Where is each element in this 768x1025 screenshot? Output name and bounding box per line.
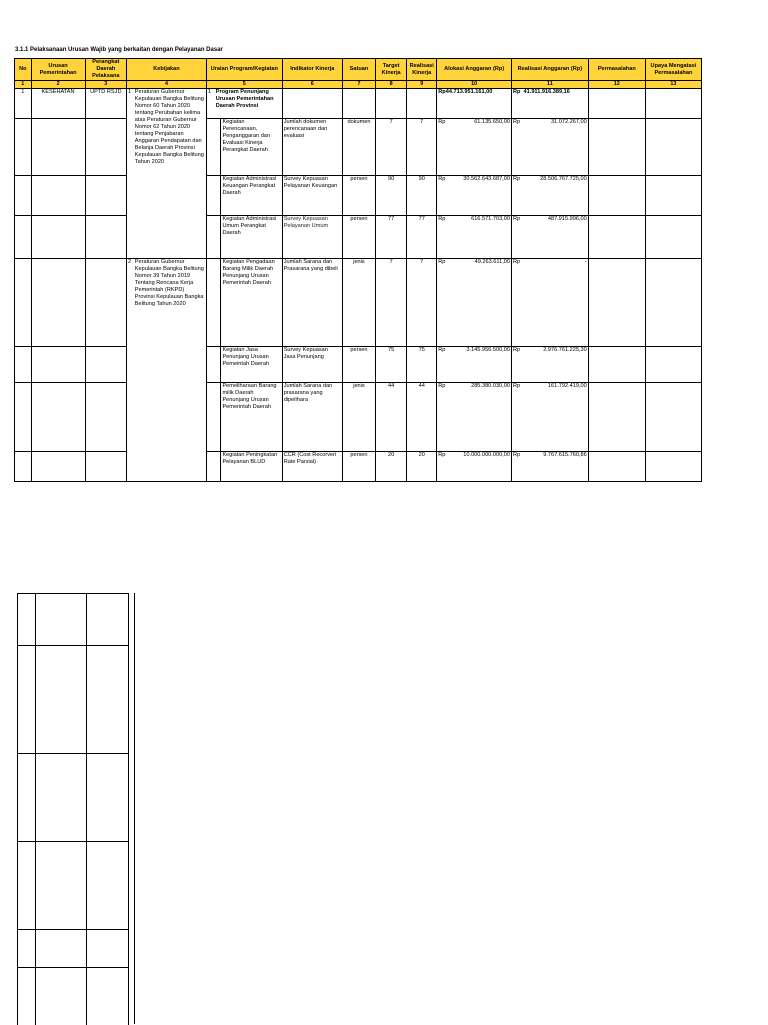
target-cell: 7 [376, 259, 407, 347]
header-satuan: Satuan [342, 59, 375, 81]
indikator-cell: Survey Kepuasan Pelayanan Umum [282, 216, 342, 259]
realisasi-anggaran-cell: Rp 161.792.419,00 [511, 383, 588, 452]
realisasi-anggaran-cell: Rp 2.976.761.225,30 [511, 347, 588, 383]
row-no: 1 [15, 89, 32, 119]
program-alokasi: Rp 44.713.951.161,00 [437, 89, 512, 119]
table-header [15, 59, 702, 89]
colnum-7: 7 [342, 81, 375, 89]
alokasi-cell: Rp 49.263.611,00 [437, 259, 512, 347]
satuan-cell: jenis [342, 259, 375, 347]
header-uraian: Uraian Program/Kegiatan [206, 59, 282, 81]
alokasi-cell: Rp 30.562.643.687,00 [437, 176, 512, 216]
grid-line [35, 594, 36, 1025]
kegiatan-cell: Kegiatan Administrasi Keuangan Perangkat Daerah [221, 176, 282, 216]
realisasi-kinerja-cell: 77 [407, 216, 437, 259]
indikator-cell: Jumlah dokumen perencanaan dan evaluasi [282, 119, 342, 176]
header-permasalahan: Permasalahan [588, 59, 645, 81]
kegiatan-cell: Kegiatan Pengadaan Barang Milik Daerah Penunjang Urusan Pemerintah Daerah [221, 259, 282, 347]
kegiatan-cell: Pemeliharaan Barang milik Daerah Penunjang Urusan Pemerintah Daerah [221, 383, 282, 452]
satuan-cell: persen [342, 176, 375, 216]
colnum-6: 6 [282, 81, 342, 89]
grid-row-line [18, 967, 129, 968]
kegiatan-cell: Kegiatan Jasa Penunjang Urusan Pemeintah Daerah [221, 347, 282, 383]
satuan-cell: dokumen [342, 119, 375, 176]
colnum-8: 8 [376, 81, 407, 89]
realisasi-kinerja-cell: 90 [407, 176, 437, 216]
header-no: No [15, 59, 32, 81]
grid-line [128, 594, 129, 1025]
realisasi-kinerja-cell: 20 [407, 452, 437, 482]
budget-table [14, 58, 702, 482]
policy-number: 1 [127, 89, 134, 259]
grid-line [86, 594, 87, 1025]
continuation-table-grid [17, 593, 129, 1025]
alokasi-cell: Rp 616.571.703,00 [437, 216, 512, 259]
indikator-cell: Survey Kepuasan Jasa Penunjang [282, 347, 342, 383]
table-row [15, 452, 702, 482]
table-row [15, 383, 702, 452]
satuan-cell: persen [342, 347, 375, 383]
policy-number: 2 [127, 259, 134, 482]
header-perangkat: Perangkat Daerah Pelaksana [85, 59, 127, 81]
table-row [15, 176, 702, 216]
target-cell: 75 [376, 347, 407, 383]
table-row [15, 216, 702, 259]
program-name: Program Penunjang Urusan Pemerintahan Daerah Provinsi [215, 89, 282, 119]
alokasi-cell: Rp 61.135.650,00 [437, 119, 512, 176]
header-indikator: Indikator Kinerja [282, 59, 342, 81]
colnum-5: 5 [206, 81, 282, 89]
target-cell: 77 [376, 216, 407, 259]
indikator-cell: Jumlah Sarana dan prasarana yang dipelihara [282, 383, 342, 452]
colnum-2: 2 [31, 81, 85, 89]
colnum-1: 1 [15, 81, 32, 89]
target-cell: 20 [376, 452, 407, 482]
table-row [15, 119, 702, 176]
grid-row-line [18, 841, 129, 842]
realisasi-anggaran-cell: Rp - [511, 259, 588, 347]
perangkat-cell: UPTD RSJD [85, 89, 127, 119]
target-cell: 44 [376, 383, 407, 452]
table-row [15, 347, 702, 383]
header-target: Target Kinerja [376, 59, 407, 81]
program-realisasi: Rp 41.911.916.389,16 [511, 89, 588, 119]
colnum-10: 10 [437, 81, 512, 89]
table-row [15, 89, 702, 119]
program-number: 1 [206, 89, 214, 119]
colnum-4: 4 [127, 81, 207, 89]
indikator-cell: Survey Kepuasan Pelayanan Keuangan [282, 176, 342, 216]
realisasi-anggaran-cell: Rp 9.767.615.760,86 [511, 452, 588, 482]
header-kebijakan: Kebijakan [127, 59, 207, 81]
satuan-cell: persen [342, 452, 375, 482]
header-upaya: Upaya Mengatasi Permasalahan [645, 59, 701, 81]
realisasi-anggaran-cell: Rp 28.506.767.725,00 [511, 176, 588, 216]
grid-row-line [18, 753, 129, 754]
header-urusan: Urusan Pemerintahan [31, 59, 85, 81]
table-row [15, 259, 702, 347]
colnum-13: 13 [645, 81, 701, 89]
kegiatan-cell: Kegiatan Peningkatan Pelayanan BLUD [221, 452, 282, 482]
urusan-cell: KESEHATAN [31, 89, 85, 119]
policy-text: Peraturan Gubernur Kepulauan Bangka Belitung Nomor 39 Tahun 2019 Tentang Rencana Kerja Pemerintah (RKPD) Provinsi Kepulauan Bangka Belitung Tahun 2020 [134, 259, 207, 482]
header-realisasi-anggaran: Realisasi Anggaran (Rp) [511, 59, 588, 81]
indikator-cell: Jumlah Sarana dan Prasarana yang dibeli [282, 259, 342, 347]
satuan-cell: persen [342, 216, 375, 259]
colnum-9: 9 [407, 81, 437, 89]
alokasi-cell: Rp 3.145.956.500,00 [437, 347, 512, 383]
kegiatan-cell: Kegiatan Perencanaan, Penganggaran dan Evaluasi Kinerja Perangkat Daerah [221, 119, 282, 176]
grid-row-line [18, 645, 129, 646]
policy-text: Peraturan Gubernur Kepulauan Bangka Belitung Nomor 60 Tahun 2020 tentang Perubahan kelima atas Peraturan Gubernur Nomor 62 Tahun 2020 tentang Penjabaran Anggaran Pendapatan dan Belanja Daerah Provinsi Kepulauan Bangka Belitung Tahun 2020 [134, 89, 207, 259]
colnum-12: 12 [588, 81, 645, 89]
target-cell: 90 [376, 176, 407, 216]
indikator-cell: CCR (Cost Recorveri Rate Parsial) [282, 452, 342, 482]
colnum-3: 3 [85, 81, 127, 89]
realisasi-kinerja-cell: 7 [407, 119, 437, 176]
realisasi-anggaran-cell: Rp 31.072.267,00 [511, 119, 588, 176]
alokasi-cell: Rp 10.000.000.000,00 [437, 452, 512, 482]
alokasi-cell: Rp 285.380.030,00 [437, 383, 512, 452]
realisasi-kinerja-cell: 7 [407, 259, 437, 347]
kegiatan-cell: Kegiatan Administrasi Umum Perangkat Daerah [221, 216, 282, 259]
target-cell: 7 [376, 119, 407, 176]
realisasi-kinerja-cell: 44 [407, 383, 437, 452]
section-title: 3.1.1 Pelaksanaan Urusan Wajib yang berkaitan dengan Pelayanan Dasar [15, 47, 223, 53]
realisasi-anggaran-cell: Rp 487.915.996,00 [511, 216, 588, 259]
header-alokasi: Alokasi Anggaran (Rp) [437, 59, 512, 81]
header-realisasi-kinerja: Realisasi Kinerja [407, 59, 437, 81]
grid-row-line [18, 929, 129, 930]
grid-line [134, 593, 135, 1024]
realisasi-kinerja-cell: 75 [407, 347, 437, 383]
satuan-cell: jenis [342, 383, 375, 452]
colnum-11: 11 [511, 81, 588, 89]
